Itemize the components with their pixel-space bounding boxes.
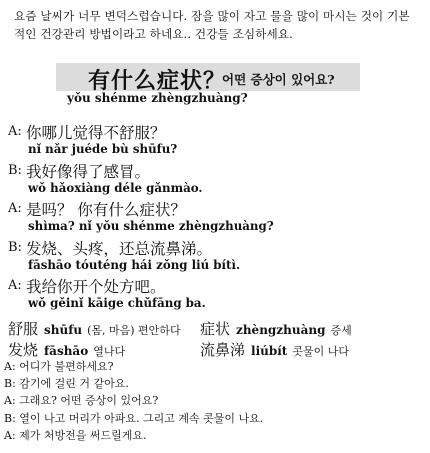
vocab-korean: 열나다 <box>93 345 126 358</box>
vocab-pinyin: fāshāo <box>44 344 89 358</box>
vocab-item <box>200 339 349 360</box>
dialogue-chinese: 是吗？ 你有什么症状？ <box>26 201 186 219</box>
lesson-title-pinyin: yǒu shénme zhèngzhuàng? <box>67 91 248 105</box>
dialogue-pinyin: fāshāo tóuténg hái zǒng liú bítì. <box>28 258 241 272</box>
lesson-title-chinese: 有什么症状？ <box>88 68 227 94</box>
dialogue-chinese: 我好像得了感冒。 <box>26 163 151 181</box>
vocab-chinese: 症状 <box>200 320 231 338</box>
vocab-chinese: 发烧 <box>8 341 39 359</box>
vocab-chinese: 舒服 <box>8 320 39 338</box>
dialogue-chinese: 发烧、头疼，还总流鼻涕。 <box>26 240 213 258</box>
intro-paragraph: 요즘 날씨가 너무 변덕스럽습니다. 잠을 많이 자고 물을 많이 마시는 것이 기본적인 건강관리 방법이라고 하네요.. 건강들 조심하세요. <box>14 9 410 41</box>
vocab-item <box>8 318 181 339</box>
dialogue-pinyin: wǒ hǎoxiàng déle gǎnmào. <box>28 181 203 195</box>
vocab-chinese: 流鼻涕 <box>200 341 246 359</box>
vocab-item <box>8 339 125 360</box>
dialogue-chinese: 我给你开个处方吧。 <box>26 278 166 296</box>
speaker-label: B: <box>8 240 22 255</box>
vocab-pinyin: zhèngzhuàng <box>236 323 326 337</box>
lesson-title-korean: 어떤 증상이 있어요? <box>222 72 335 87</box>
dialogue-pinyin: nǐ nǎr juéde bù shūfu? <box>28 142 178 156</box>
speaker-label: A: <box>8 278 22 293</box>
dialogue-pinyin: wǒ gěinǐ kāige chǔfāng ba. <box>28 296 206 310</box>
vocab-pinyin: shūfu <box>44 323 83 337</box>
vocab-korean: 콧물이 나다 <box>292 345 349 358</box>
speaker-label: A: <box>8 201 22 216</box>
vocab-korean: 증세 <box>330 324 352 337</box>
vocab-pinyin: liúbít <box>251 344 288 358</box>
dialogue-pinyin: shìma? nǐ yǒu shénme zhèngzhuàng? <box>28 219 274 233</box>
translation-line: A: 제가 처방전을 써드릴게요. <box>4 428 147 442</box>
korean-translation <box>4 358 263 444</box>
speaker-label: B: <box>8 163 22 178</box>
vocab-item <box>200 318 352 339</box>
vocab-korean: (몸, 마음) 편안하다 <box>87 324 181 337</box>
translation-line: B: 감기에 걸린 거 같아요. <box>4 377 129 391</box>
speaker-label: A: <box>8 124 22 139</box>
dialogue-chinese: 你哪儿觉得不舒服？ <box>26 124 166 142</box>
translation-line: B: 열이 나고 머리가 아파요. 그리고 계속 콧물이 나요. <box>4 411 264 425</box>
translation-line: A: 그래요? 어떤 증상이 있어요? <box>4 394 159 408</box>
translation-line: A: 어디가 불편하세요? <box>4 360 114 373</box>
